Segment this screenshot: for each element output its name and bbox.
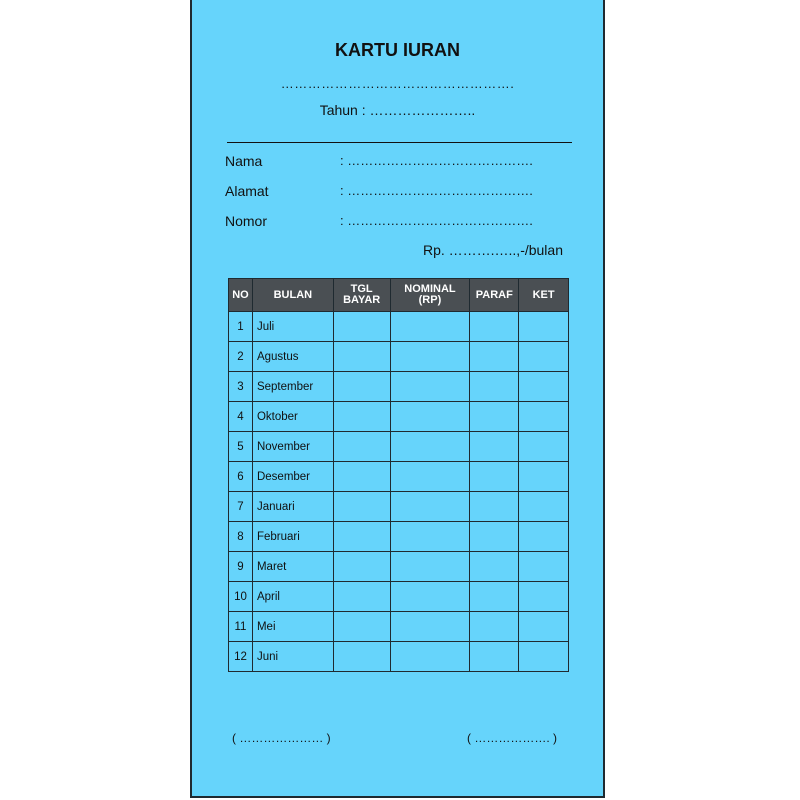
cell-paraf [470,312,519,342]
cell-nominal [390,372,470,402]
cell-no: 9 [229,552,253,582]
cell-no: 1 [229,312,253,342]
table-row [229,402,569,432]
cell-paraf [470,462,519,492]
dues-card [190,0,605,798]
cell-no: 7 [229,492,253,522]
table-row [229,342,569,372]
cell-nominal [390,582,470,612]
cell-nominal [390,612,470,642]
header-payment-date-line2: BAYAR [343,294,381,306]
header-ket: KET [519,279,569,312]
cell-ket [519,642,569,672]
dues-table [228,278,569,672]
header-month: BULAN [252,279,333,312]
cell-payment-date [333,462,390,492]
cell-ket [519,432,569,462]
table-row [229,582,569,612]
cell-payment-date [333,372,390,402]
cell-month: Maret [252,552,333,582]
cell-payment-date [333,642,390,672]
table-header-row [229,279,569,312]
header-nominal-line2: (RP) [418,294,442,306]
cell-no: 6 [229,462,253,492]
cell-payment-date [333,312,390,342]
cell-paraf [470,432,519,462]
signature-right: ( ………………. ) [467,731,557,745]
cell-payment-date [333,582,390,612]
cell-payment-date [333,492,390,522]
cell-month: Desember [252,462,333,492]
table-row [229,642,569,672]
cell-ket [519,462,569,492]
cell-no: 3 [229,372,253,402]
field-label: Alamat [225,183,269,199]
signature-left: ( ………………… ) [232,731,331,745]
cell-nominal [390,462,470,492]
field-blank: : ……………………………………. [340,213,533,228]
cell-nominal [390,552,470,582]
table-row [229,612,569,642]
cell-month: November [252,432,333,462]
cell-payment-date [333,552,390,582]
table-row [229,372,569,402]
organization-blank-line: ……………………………………………. [280,76,515,91]
cell-ket [519,552,569,582]
cell-month: Januari [252,492,333,522]
header-payment-date-line1: TGL [350,283,373,295]
header-paraf: PARAF [470,279,519,312]
cell-ket [519,342,569,372]
cell-payment-date [333,342,390,372]
cell-nominal [390,342,470,372]
cell-no: 10 [229,582,253,612]
field-nama [225,153,575,173]
header-payment-date [333,279,390,312]
cell-month: April [252,582,333,612]
cell-payment-date [333,432,390,462]
cell-month: Oktober [252,402,333,432]
cell-month: Juli [252,312,333,342]
cell-month: Agustus [252,342,333,372]
table-row [229,462,569,492]
field-label: Nomor [225,213,268,229]
cell-paraf [470,402,519,432]
monthly-rate: Rp. ……….…..,-/bulan [422,242,563,258]
cell-paraf [470,492,519,522]
header-no: NO [229,279,253,312]
cell-ket [519,372,569,402]
field-alamat [225,183,575,203]
cell-nominal [390,492,470,522]
cell-paraf [470,372,519,402]
cell-ket [519,312,569,342]
cell-paraf [470,642,519,672]
field-blank: : ……………………………………. [340,153,533,168]
cell-month: September [252,372,333,402]
cell-no: 5 [229,432,253,462]
cell-ket [519,492,569,522]
header-nominal [390,279,470,312]
header-nominal-line1: NOMINAL [404,283,456,295]
cell-payment-date [333,402,390,432]
cell-month: Mei [252,612,333,642]
cell-paraf [470,582,519,612]
table-row [229,432,569,462]
cell-ket [519,582,569,612]
table-row [229,552,569,582]
table-row [229,522,569,552]
cell-nominal [390,522,470,552]
cell-month: Juni [252,642,333,672]
field-blank: : ……………………………………. [340,183,533,198]
cell-no: 12 [229,642,253,672]
cell-no: 11 [229,612,253,642]
dues-table-body [229,312,569,672]
field-nomor [225,213,575,233]
cell-nominal [390,432,470,462]
cell-payment-date [333,522,390,552]
cell-nominal [390,402,470,432]
cell-paraf [470,522,519,552]
cell-nominal [390,312,470,342]
cell-paraf [470,552,519,582]
table-row [229,312,569,342]
cell-ket [519,402,569,432]
cell-no: 4 [229,402,253,432]
cell-ket [519,522,569,552]
cell-payment-date [333,612,390,642]
year-line: Tahun : ………………….. [319,102,476,118]
card-title: KARTU IURAN [335,40,460,60]
table-row [229,492,569,522]
cell-no: 2 [229,342,253,372]
cell-nominal [390,642,470,672]
cell-paraf [470,342,519,372]
cell-no: 8 [229,522,253,552]
cell-month: Februari [252,522,333,552]
field-label: Nama [225,153,263,169]
cell-paraf [470,612,519,642]
cell-ket [519,612,569,642]
header-divider [227,142,572,143]
